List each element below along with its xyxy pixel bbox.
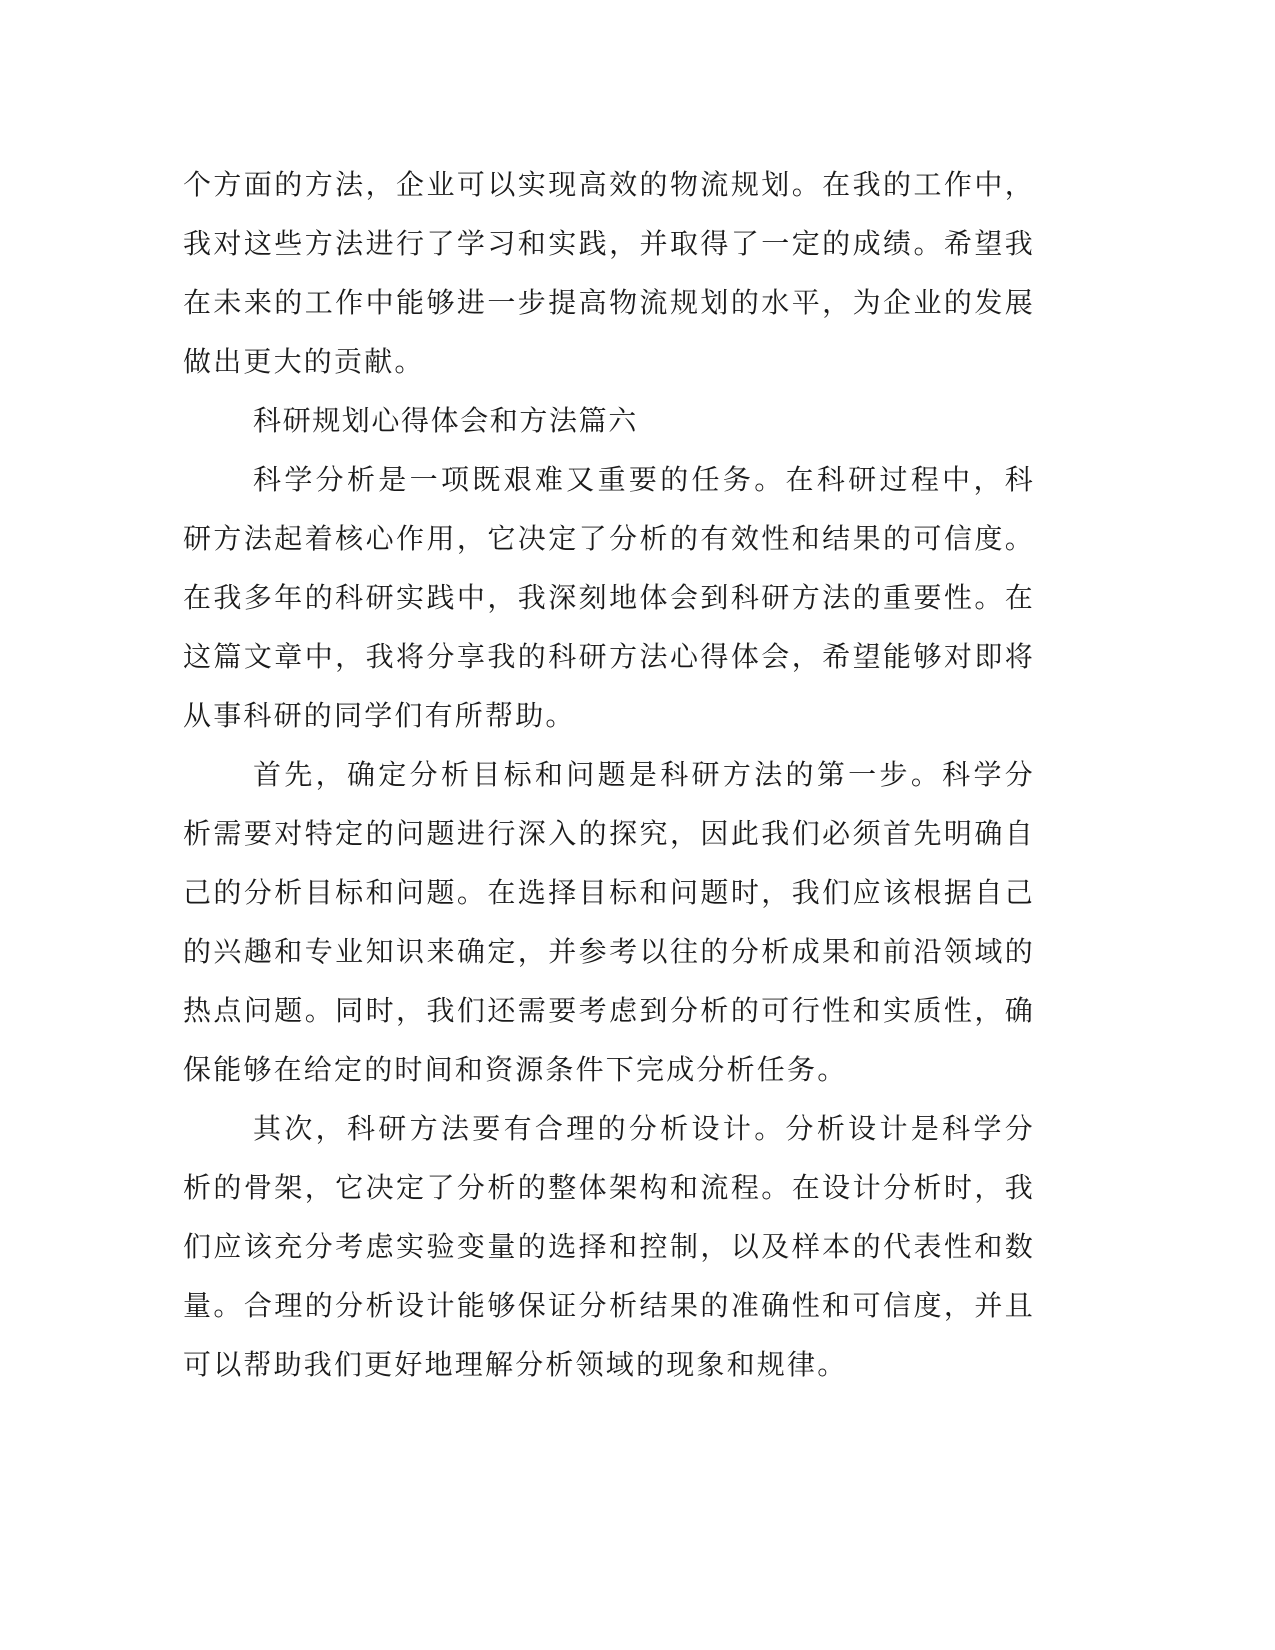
body-paragraph-2: 首先，确定分析目标和问题是科研方法的第一步。科学分析需要对特定的问题进行深入的探究，因此我们必须首先明确自己的分析目标和问题。在选择目标和问题时，我们应该根据自己的兴趣和专业知识来确定，并参考以往的分析成果和前沿领域的热点问题。同时，我们还需要考虑到分析的可行性和实质性，确保能够在给定的时间和资源条件下完成分析任务。 — [183, 758, 1035, 1086]
document-body — [183, 155, 1035, 1394]
body-paragraph-3: 其次，科研方法要有合理的分析设计。分析设计是科学分析的骨架，它决定了分析的整体架构和流程。在设计分析时，我们应该充分考虑实验变量的选择和控制，以及样本的代表性和数量。合理的分析设计能够保证分析结果的准确性和可信度，并且可以帮助我们更好地理解分析领域的现象和规律。 — [183, 1112, 1035, 1381]
section-heading: 科研规划心得体会和方法篇六 — [253, 404, 638, 437]
body-paragraph-1: 科学分析是一项既艰难又重要的任务。在科研过程中，科研方法起着核心作用，它决定了分析的有效性和结果的可信度。在我多年的科研实践中，我深刻地体会到科研方法的重要性。在这篇文章中，我将分享我的科研方法心得体会，希望能够对即将从事科研的同学们有所帮助。 — [183, 463, 1035, 732]
continuation-paragraph: 个方面的方法，企业可以实现高效的物流规划。在我的工作中，我对这些方法进行了学习和实践，并取得了一定的成绩。希望我在未来的工作中能够进一步提高物流规划的水平，为企业的发展做出更大的贡献。 — [183, 168, 1035, 378]
